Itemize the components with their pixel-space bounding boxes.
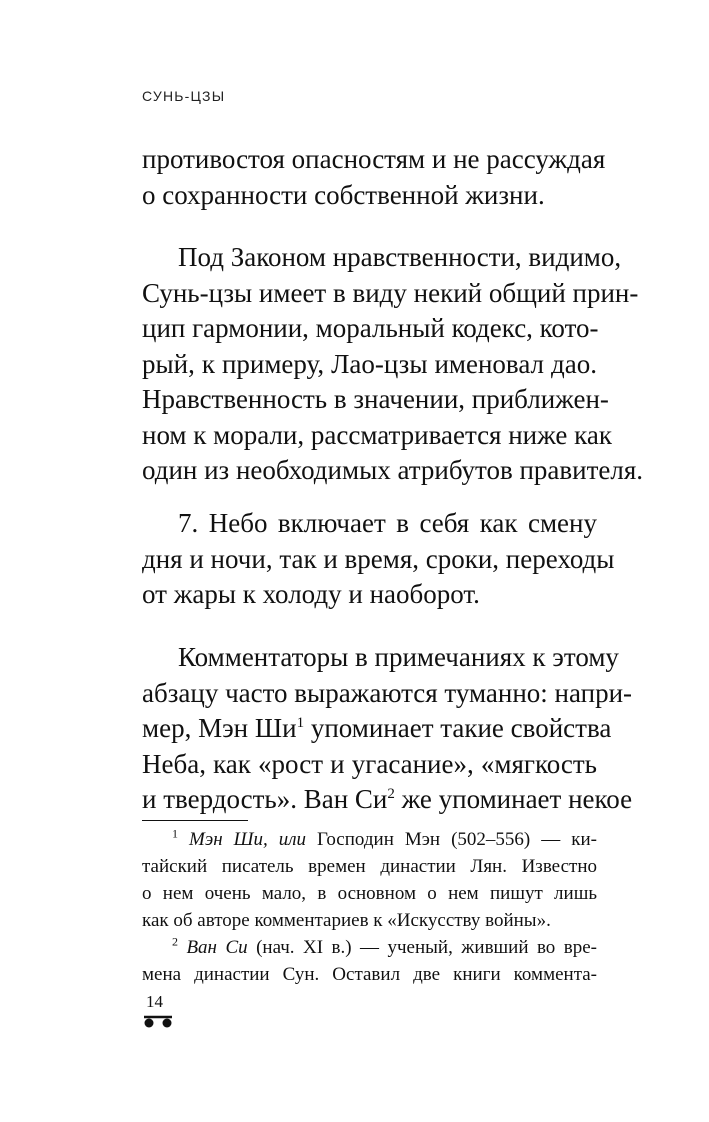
paragraph-2: [142, 240, 644, 489]
paragraph-1: [142, 142, 606, 213]
text-line: 7. Небо включает в себя как смену: [178, 508, 597, 538]
text-line: ном к морали, рассматривается ниже как: [142, 419, 612, 450]
footnote-ref-2[interactable]: 2: [387, 786, 395, 802]
page-number: 14: [146, 992, 163, 1011]
footnote-2-line: мена династии Сун. Оставил две книги коммента-: [142, 964, 597, 985]
text-segment: мер, Мэн Ши: [142, 713, 297, 743]
text-line: противостоя опасностям и не рассуждая: [142, 144, 606, 174]
paragraph-3: [142, 506, 615, 613]
footnote-term: Ван Си: [178, 937, 248, 958]
footnote-ref-1[interactable]: 1: [296, 715, 305, 731]
running-head: СУНЬ-ЦЗЫ: [142, 88, 226, 104]
text-line: дня и ночи, так и время, сроки, переходы: [142, 543, 615, 574]
text-segment: Господин Мэн (502–556) — ки-: [306, 829, 597, 850]
text-line: Комментаторы в примечаниях к этому: [178, 642, 619, 672]
footnote-term: Мэн Ши, или: [178, 829, 307, 850]
paragraph-4: [142, 640, 633, 818]
footnote-1-line: о нем очень мало, в основном о нем пишут лишь: [142, 883, 597, 904]
text-line: [142, 782, 633, 818]
text-line: Неба, как «рост и угасание», «мягкость: [142, 748, 597, 779]
footnote-divider: [142, 820, 248, 821]
footnote-1-line: как об авторе комментариев к «Искусству войны».: [142, 910, 551, 931]
footnote-marker-2: 2: [172, 934, 178, 949]
page-ornament-icon: [142, 1014, 174, 1028]
text-line: от жары к холоду и наоборот.: [142, 579, 480, 609]
footnote-2-line: [142, 934, 597, 961]
text-segment: упоминает такие свойства: [304, 713, 612, 743]
footnote-1-line: [142, 826, 597, 853]
text-segment: и твердость». Ван Си: [142, 784, 388, 814]
text-segment: же упоминает некое: [394, 784, 633, 814]
text-line: Под Законом нравственности, видимо,: [178, 242, 622, 272]
footnote-1-line: тайский писатель времен династии Лян. Известно: [142, 856, 597, 877]
text-line: цип гармонии, моральный кодекс, кото-: [142, 313, 599, 343]
text-line: о сохранности собственной жизни.: [142, 179, 545, 210]
text-line: Сунь-цзы имеет в виду некий общий прин-: [142, 277, 639, 308]
text-line: абзацу часто выражаются туманно: напри-: [142, 677, 633, 708]
text-line: Нравственность в значении, приближен-: [142, 384, 609, 414]
footnotes: [142, 826, 597, 988]
text-line: [142, 711, 612, 747]
text-segment: (нач. XI в.) — ученый, живший во вре-: [247, 937, 597, 958]
text-line: рый, к примеру, Лао-цзы именовал дао.: [142, 348, 597, 379]
text-line: один из необходимых атрибутов правителя.: [142, 455, 644, 485]
footnote-marker-1: 1: [172, 826, 178, 841]
